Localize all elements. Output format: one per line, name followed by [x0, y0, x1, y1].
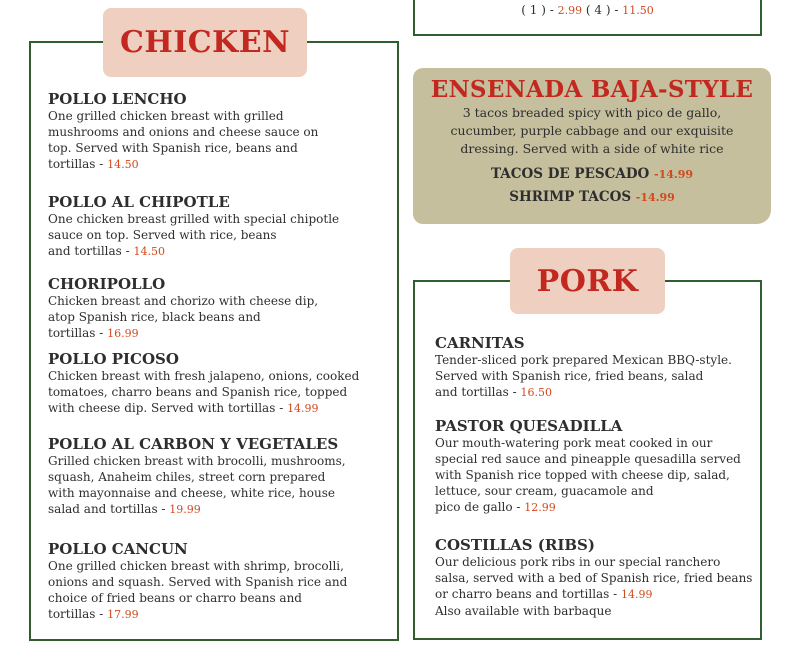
item-description	[48, 368, 393, 417]
qty-label: ( 1 ) -	[521, 3, 554, 17]
item-description	[435, 352, 755, 401]
item-price: -14.99	[635, 191, 675, 204]
item-name: CHORIPOLLO	[48, 275, 166, 293]
item-name: CARNITAS	[435, 334, 525, 352]
item-note: Also available with barbaque	[435, 604, 612, 618]
item-price: 19.99	[169, 503, 201, 516]
item-price: 16.99	[107, 327, 139, 340]
item-name: POLLO LENCHO	[48, 90, 187, 108]
item-price: 17.99	[107, 608, 139, 621]
item-description	[48, 293, 388, 342]
item-desc-text: Our delicious pork ribs in our special ranchero salsa, served with a bed of Spanish rice, fried beans or charro beans and tortillas -	[435, 555, 753, 601]
section-title-text: CHICKEN	[120, 25, 290, 60]
menu-item	[48, 541, 393, 623]
baja-style-panel	[413, 68, 771, 224]
item-price: 14.50	[133, 245, 165, 258]
item-description	[435, 554, 755, 603]
baja-title: ENSENADA BAJA-STYLE	[430, 76, 754, 103]
item-description	[48, 558, 393, 623]
item-desc-text: One chicken breast grilled with special chipotle sauce on top. Served with rice, beans and tortillas -	[48, 212, 340, 258]
item-price: 14.99	[621, 588, 653, 601]
item-price: 14.99	[287, 402, 319, 415]
menu-item	[435, 418, 755, 516]
item-price: 14.50	[107, 158, 139, 171]
item-price: 16.50	[520, 386, 552, 399]
item-name: POLLO AL CHIPOTLE	[48, 193, 230, 211]
item-description	[435, 435, 755, 516]
item-desc-text: Chicken breast with fresh jalapeno, onions, cooked tomatoes, charro beans and Spanish rice, topped with cheese dip. Served with tortillas -	[48, 369, 360, 415]
item-price: 11.50	[622, 4, 654, 17]
qty-label: ( 4 ) -	[585, 3, 619, 17]
item-desc-text: One grilled chicken breast with shrimp, brocolli, onions and squash. Served with Spanish rice and choice of fried beans or charro beans and tortillas -	[48, 559, 348, 621]
baja-description: 3 tacos breaded spicy with pico de gallo, cucumber, purple cabbage and our exquisite dressing. Served with a side of white rice	[450, 105, 734, 156]
item-name: POLLO PICOSO	[48, 350, 179, 368]
item-name: POLLO CANCUN	[48, 540, 188, 558]
baja-item	[413, 186, 771, 209]
menu-item	[48, 351, 393, 417]
item-desc-text: One grilled chicken breast with grilled mushrooms and onions and cheese sauce on top. Served with Spanish rice, beans and tortillas -	[48, 109, 319, 171]
item-name: SHRIMP TACOS	[509, 189, 632, 205]
previous-section-prices	[413, 0, 762, 36]
menu-item	[48, 276, 388, 342]
pork-section-title	[510, 248, 665, 314]
item-description	[48, 453, 393, 518]
section-title-text: PORK	[536, 263, 639, 299]
item-name: TACOS DE PESCADO	[490, 166, 650, 182]
chicken-section-title	[103, 8, 307, 77]
menu-item	[48, 91, 388, 173]
item-name: PASTOR QUESADILLA	[435, 417, 623, 435]
item-price: 2.99	[557, 4, 583, 17]
menu-item	[48, 194, 388, 260]
item-description	[48, 211, 388, 260]
item-price: 12.99	[524, 501, 556, 514]
item-desc-text: Chicken breast and chorizo with cheese dip, atop Spanish rice, black beans and tortillas -	[48, 294, 319, 340]
item-name: COSTILLAS (RIBS)	[435, 536, 595, 554]
item-desc-text: Grilled chicken breast with brocolli, mushrooms, squash, Anaheim chiles, street corn prepared with mayonnaise and cheese, white rice, house salad and tortillas -	[48, 454, 346, 516]
menu-item	[435, 537, 755, 619]
baja-item	[413, 163, 771, 186]
item-name: POLLO AL CARBON Y VEGETALES	[48, 435, 339, 453]
menu-item	[48, 436, 393, 518]
menu-item	[435, 335, 755, 401]
item-description	[48, 108, 388, 173]
item-desc-text: Our mouth-watering pork meat cooked in our special red sauce and pineapple quesadilla served with Spanish rice topped with cheese dip, salad, lettuce, sour cream, guacamole and pico de gallo -	[435, 436, 741, 514]
item-desc-text: Tender-sliced pork prepared Mexican BBQ-style. Served with Spanish rice, fried beans, salad and tortillas -	[435, 353, 732, 399]
item-price: -14.99	[654, 168, 694, 181]
